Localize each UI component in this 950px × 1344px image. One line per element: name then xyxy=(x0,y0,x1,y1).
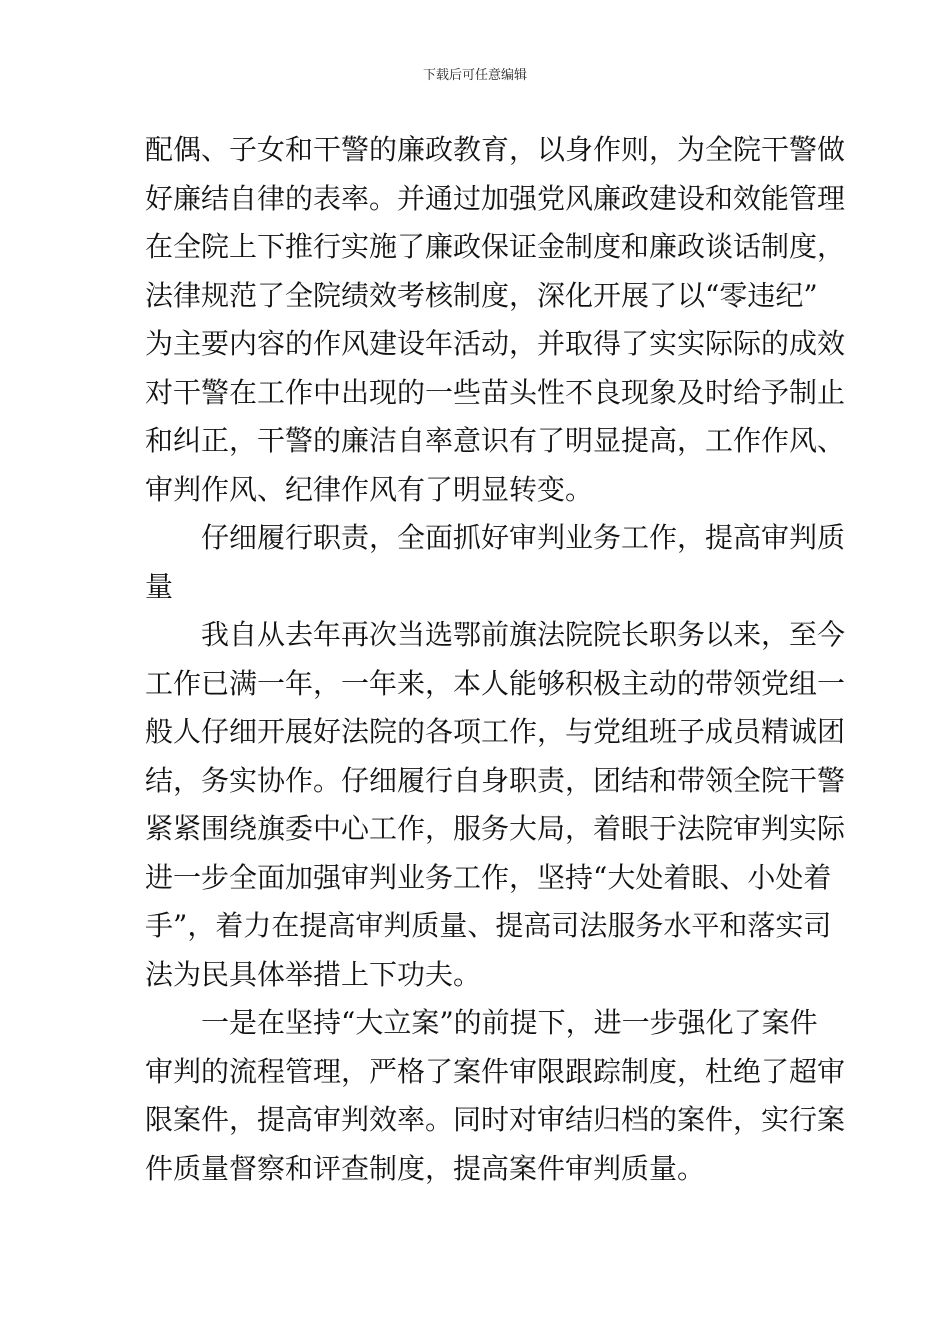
text-line: 一是在坚持“大立案”的前提下，进一步强化了案件 xyxy=(201,1006,818,1039)
text-line: 进一步全面加强审判业务工作，坚持“大处着眼、小处着 xyxy=(145,860,832,894)
document-body xyxy=(145,126,846,1193)
text-line: 般人仔细开展好法院的各项工作，与党组班子成员精诚团 xyxy=(145,715,846,748)
text-line: 法律规范了全院绩效考核制度，深化开展了以“零违纪” xyxy=(145,278,818,312)
text-line: 限案件，提高审判效率。同时对审结归档的案件，实行案 xyxy=(145,1103,846,1136)
text-line: 工作已满一年，一年来，本人能够积极主动的带领党组一 xyxy=(145,666,846,700)
text-line: 我自从去年再次当选鄂前旗法院院长职务以来，至今 xyxy=(201,618,846,651)
paragraph-heading-line: 仔细履行职责，全面抓好审判业务工作，提高审判质 xyxy=(201,521,846,554)
text-line: 在全院上下推行实施了廉政保证金制度和廉政谈话制度， xyxy=(145,230,846,263)
text-line: 紧紧围绕旗委中心工作，服务大局，着眼于法院审判实际 xyxy=(145,812,846,845)
text-line: 结，务实协作。仔细履行自身职责，团结和带领全院干警 xyxy=(145,763,846,797)
text-line: 审判作风、纪律作风有了明显转变。 xyxy=(145,472,594,506)
text-line: 法为民具体举措上下功夫。 xyxy=(145,957,482,991)
text-line: 对干警在工作中出现的一些苗头性不良现象及时给予制止 xyxy=(145,375,846,409)
text-line: 好廉结自律的表率。并通过加强党风廉政建设和效能管理 xyxy=(145,181,846,215)
text-line: 和纠正，干警的廉洁自率意识有了明显提高，工作作风、 xyxy=(145,424,846,457)
text-line: 件质量督察和评查制度，提高案件审判质量。 xyxy=(145,1151,706,1185)
paragraph-heading-line: 量 xyxy=(145,569,174,603)
text-line: 手”，着力在提高审判质量、提高司法服务水平和落实司 xyxy=(145,909,832,942)
text-line: 为主要内容的作风建设年活动，并取得了实实际际的成效 xyxy=(145,327,846,360)
text-line: 配偶、子女和干警的廉政教育，以身作则，为全院干警做 xyxy=(145,133,846,166)
page-header: 下载后可任意编辑 xyxy=(422,68,527,83)
text-line: 审判的流程管理，严格了案件审限跟踪制度，杜绝了超审 xyxy=(145,1054,846,1088)
